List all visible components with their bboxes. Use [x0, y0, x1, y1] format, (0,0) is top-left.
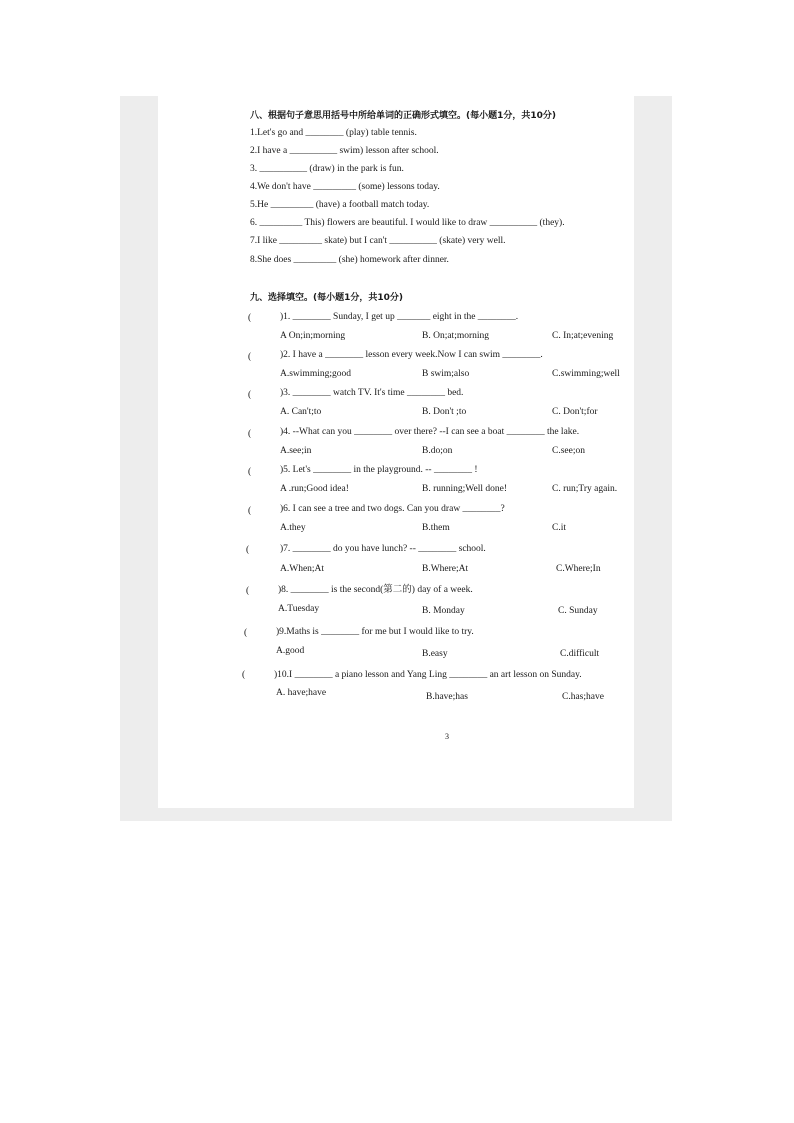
option-7c: C.Where;In: [556, 564, 601, 574]
fill-item-5: 5.He _________ (have) a football match today.: [250, 200, 430, 210]
answer-paren: (: [246, 545, 250, 555]
option-6a: A.they: [280, 523, 306, 533]
option-5c: C. run;Try again.: [552, 484, 618, 494]
option-3c: C. Don't;for: [552, 407, 598, 417]
scanned-page-background: [120, 96, 672, 821]
answer-paren: (: [248, 313, 252, 323]
option-10c: C.has;have: [562, 692, 604, 702]
section9-title: 九、选择填空。(每小题1分，共10分): [250, 293, 404, 303]
fill-item-2: 2.I have a __________ swim) lesson after school.: [250, 146, 439, 156]
question-9: )9.Maths is ________ for me but I would like to try.: [276, 627, 474, 637]
question-10: )10.I ________ a piano lesson and Yang Ling ________ an art lesson on Sunday.: [274, 670, 582, 680]
answer-paren: (: [248, 506, 252, 516]
fill-item-7: 7.I like _________ skate) but I can't __________ (skate) very well.: [250, 236, 506, 246]
question-3: )3. ________ watch TV. It's time ________ bed.: [280, 388, 464, 398]
answer-paren: (: [248, 467, 252, 477]
option-1a: A On;in;morning: [280, 331, 346, 341]
fill-item-4: 4.We don't have _________ (some) lessons today.: [250, 182, 440, 192]
answer-paren: (: [242, 670, 246, 680]
exam-paper: [158, 96, 634, 808]
option-9c: C.difficult: [560, 649, 600, 659]
option-9b: B.easy: [422, 649, 448, 659]
answer-paren: (: [248, 429, 252, 439]
fill-item-1: 1.Let's go and ________ (play) table tennis.: [250, 128, 417, 138]
option-6b: B.them: [422, 523, 450, 533]
option-9a: A.good: [276, 646, 305, 656]
option-8c: C. Sunday: [558, 606, 598, 616]
option-3a: A. Can't;to: [280, 407, 322, 417]
option-2c: C.swimming;well: [552, 369, 620, 379]
question-4: )4. --What can you ________ over there? --I can see a boat ________ the lake.: [280, 427, 580, 437]
answer-paren: (: [248, 390, 252, 400]
question-6: )6. I can see a tree and two dogs. Can you draw ________?: [280, 504, 505, 514]
option-1b: B. On;at;morning: [422, 331, 490, 341]
option-5b: B. running;Well done!: [422, 484, 507, 494]
option-8b: B. Monday: [422, 606, 465, 616]
option-8a: A.Tuesday: [278, 604, 320, 614]
option-2b: B swim;also: [422, 369, 470, 379]
question-1: )1. ________ Sunday, I get up _______ eight in the ________.: [280, 312, 519, 322]
option-10a: A. have;have: [276, 688, 327, 698]
page-number: 3: [445, 732, 449, 741]
question-8: )8. ________ is the second(第二的) day of a week.: [278, 585, 473, 595]
option-4a: A.see;in: [280, 446, 312, 456]
answer-paren: (: [246, 586, 250, 596]
option-1c: C. In;at;evening: [552, 331, 614, 341]
answer-paren: (: [248, 352, 252, 362]
question-5: )5. Let's ________ in the playground. -- ________ !: [280, 465, 478, 475]
fill-item-3: 3. __________ (draw) in the park is fun.: [250, 164, 404, 174]
question-7: )7. ________ do you have lunch? -- ________ school.: [280, 544, 486, 554]
option-5a: A .run;Good idea!: [280, 484, 349, 494]
section8-title: 八、根据句子意思用括号中所给单词的正确形式填空。(每小题1分，共10分): [250, 111, 557, 121]
fill-item-8: 8.She does _________ (she) homework after dinner.: [250, 255, 449, 265]
option-4c: C.see;on: [552, 446, 585, 456]
option-6c: C.it: [552, 523, 566, 533]
option-4b: B.do;on: [422, 446, 453, 456]
option-3b: B. Don't ;to: [422, 407, 467, 417]
option-7b: B.Where;At: [422, 564, 469, 574]
option-7a: A.When;At: [280, 564, 325, 574]
fill-item-6: 6. _________ This) flowers are beautiful. I would like to draw __________ (they).: [250, 218, 565, 228]
answer-paren: (: [244, 628, 248, 638]
question-2: )2. I have a ________ lesson every week.Now I can swim ________.: [280, 350, 543, 360]
option-10b: B.have;has: [426, 692, 468, 702]
option-2a: A.swimming;good: [280, 369, 351, 379]
